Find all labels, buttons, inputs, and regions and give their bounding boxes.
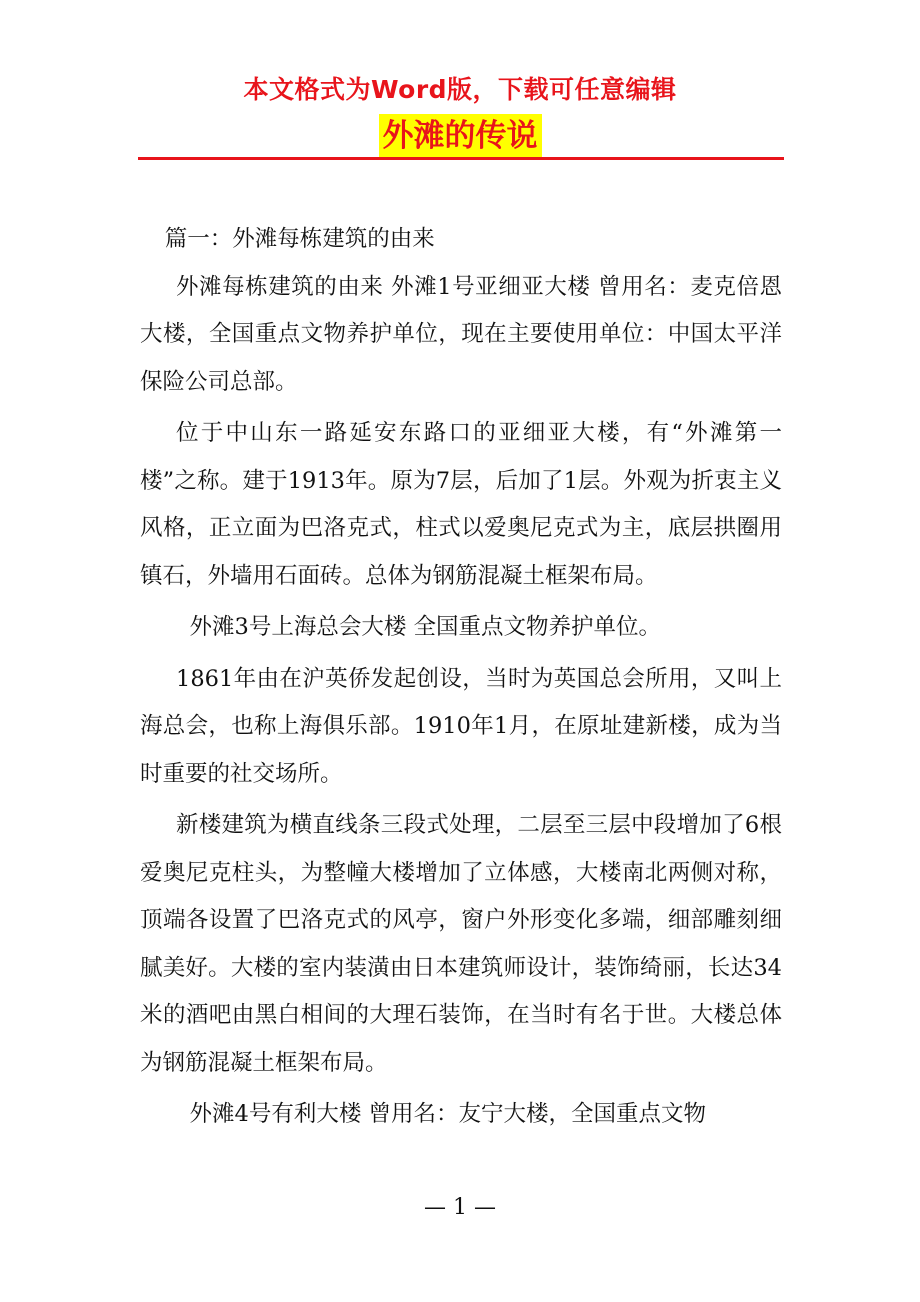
document-title: 外滩的传说 [379,114,542,158]
paragraph: 位于中山东一路延安东路口的亚细亚大楼，有“外滩第一楼”之称。建于1913年。原为7层，后加了1层。外观为折衷主义风格，正立面为巴洛克式，柱式以爱奥尼克式为主，底层拱圈用镇石，外墙用石面砖。总体为钢筋混凝土框架布局。 [140,420,782,589]
section-heading: 篇一：外滩每栋建筑的由来 [164,226,435,252]
document-title-wrap [0,114,920,158]
title-divider [138,157,784,160]
paragraph: 新楼建筑为横直线条三段式处理，二层至三层中段增加了6根爱奥尼克柱头，为整幢大楼增加了立体感，大楼南北两侧对称，顶端各设置了巴洛克式的风亭，窗户外形变化多端，细部雕刻细腻美好。大楼的室内装潢由日本建筑师设计，装饰绮丽，长达34米的酒吧由黑白相间的大理石装饰，在当时有名于世。大楼总体为钢筋混凝土框架布局。 [140,812,782,1076]
paragraph: 外滩每栋建筑的由来 外滩1号亚细亚大楼 曾用名：麦克倍恩大楼，全国重点文物养护单位，现在主要使用单位：中国太平洋保险公司总部。 [140,273,782,395]
paragraph: 1861年由在沪英侨发起创设，当时为英国总会所用，又叫上海总会，也称上海俱乐部。1910年1月，在原址建新楼，成为当时重要的社交场所。 [140,665,782,787]
page-number: — 1 — [424,1195,496,1220]
document-body [140,216,782,1139]
document-banner: 本文格式为Word版，下载可任意编辑 [243,75,677,104]
paragraph: 外滩4号有利大楼 曾用名：友宁大楼，全国重点文物 [189,1101,706,1127]
paragraph: 外滩3号上海总会大楼 全国重点文物养护单位。 [189,614,661,640]
